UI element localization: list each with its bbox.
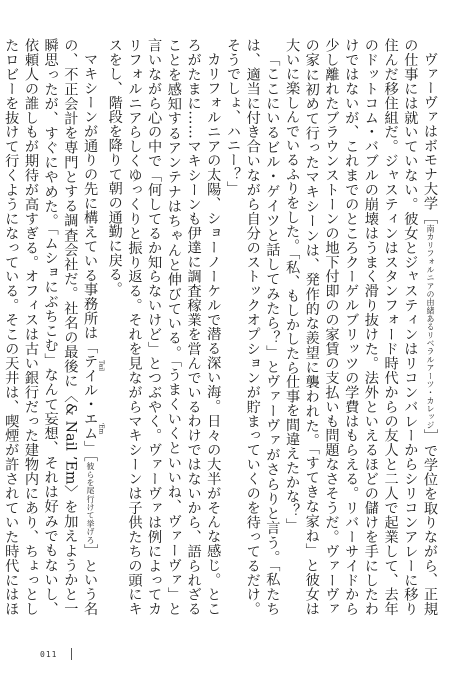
text-run: ］で学位を取りながら、正規の仕事には就いていない。彼女とジャスティンはリコンバレーからシリコンアレーに移り住んだ移住組だ。ジャスティンはスタンフォード時代からの友人と二人で起業して、去年のドットコム・バブルの崩壊はうまく滑り抜けた。法外といえるほどの儲けを手にしたわけではないが、これまでのところクーゲルブリッツの学費はもらえる。リバーサイドから少し離れたブラウンストーンの地下付即のの家賃の支払いも問題なさそうだ。ヴァーヴァの家に初めて行ったマキシーンは、発作的な羨望に襲われた。「すてきな家ね」と彼女は大いに楽しんでいるふりをした。「私、もしかしたら仕事を間違えたかな？」 (284, 38, 438, 616)
text-run: カリフォルニアの太陽、ショーノーケルで潜る深い海。日々の大半がそんな感じ。ところがたまに……マキシーンも伊達に調査稼業を営んでいるわけではないから、語られざることを感知するアンテナはちゃんと伸びている。「うまくいくといいね、ヴァーヴァ」と言いながら心の中で「何してるか知らないけど」とつぶやく。ヴァーヴァは例によってカリフォルニアらしくゆっくりと振り返る。それを見ながらマキシーンは子供たちの頭にキスをし、階段を降りて朝の通勤に戻る。 (106, 38, 222, 616)
text-run: ］という名の、不正会計を専門とする調査会社だ。社名の最後に〈& Nail ’Em〉を加えようかと一瞬思ったが、すぐにやめた。「ムショにぶちこむ」なんて妄想、それは好みでもないし、依頼人の誰しもが期待が高すぎる。オフィスは古い銀行だった建物内にあり、ちょっとしたロビーを抜けて行くようになっている。そこの天井は、喫煙が許されていた時代にはほ (3, 38, 99, 616)
paragraph (0, 38, 104, 616)
ruby-annotation: Tail ‘Em (97, 354, 105, 441)
inline-note: リベラルアーツ・カレッジ (426, 331, 435, 430)
paragraph (281, 38, 440, 616)
ruby-text (82, 354, 105, 441)
page-footer (40, 648, 72, 660)
text-run: ヴァーヴァはボモナ大学［ (422, 52, 438, 225)
footer-rule (71, 648, 72, 660)
text-run: 「ここにいるビル・ゲイツと話してみたら？」とヴァーヴァがさらりと言う。「私たちは、適当に付き合いながら自分のストックオプションが貯まっていくのを待ってるだけ。そうでしょ、ハニー？」 (224, 38, 281, 616)
vertical-text-body (3, 38, 440, 616)
ruby-base: テイル・エム (82, 354, 99, 441)
inline-note: 彼らを尾行 (86, 462, 96, 504)
inline-note: 南カリフォルニアの由緒ある (426, 224, 435, 332)
paragraph (104, 38, 222, 616)
paragraph (222, 38, 281, 616)
text-run: 」［ (82, 440, 99, 463)
page-number: 011 (40, 649, 58, 659)
inline-note: けて挙げろ (86, 503, 96, 545)
text-run: マキシーンが通りの先に構えている事務所は「 (82, 52, 99, 355)
